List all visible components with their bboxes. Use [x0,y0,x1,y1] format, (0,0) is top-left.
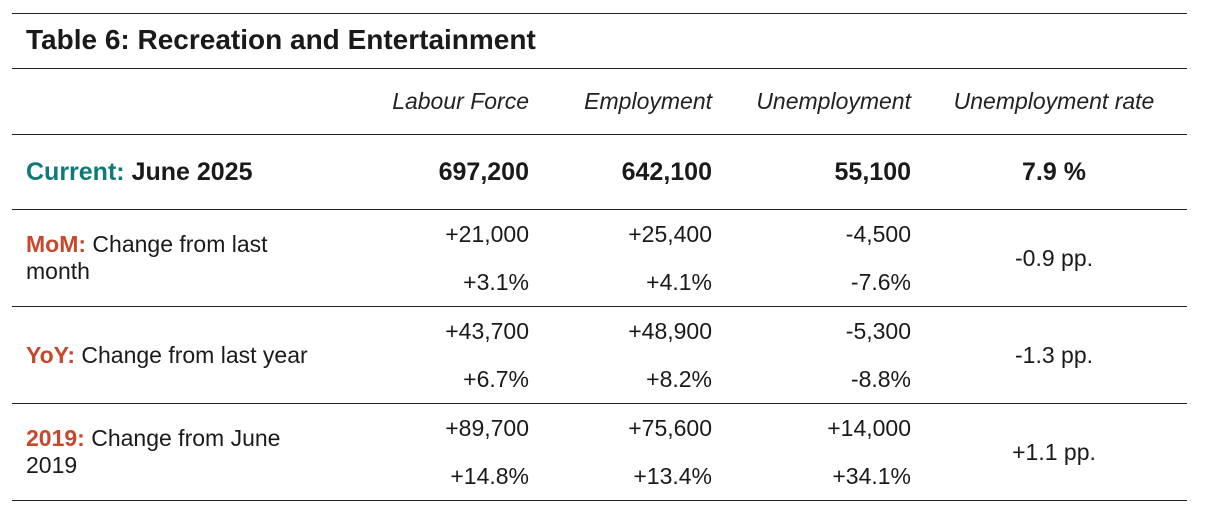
current-period: June 2025 [131,157,253,186]
absolute-change: +75,600 [628,415,712,441]
unemployment-cell [712,319,911,391]
percent-change: +3.1% [463,269,529,295]
percent-change: +4.1% [646,269,712,295]
table-row [12,210,1187,306]
absolute-change: +21,000 [445,221,529,247]
employment-cell [529,319,712,391]
absolute-change: -5,300 [845,318,911,344]
row-description: Change from June 2019 [26,425,281,478]
labour-force-cell [332,222,529,294]
labour-force-cell [332,416,529,488]
row-label [12,231,332,285]
row-description: Change from last month [26,231,268,284]
header-unemployment: Unemployment [756,88,911,114]
current-labour-force: 697,200 [438,157,529,186]
absolute-change: +48,900 [628,318,712,344]
percent-change: +14.8% [450,463,529,489]
header-employment: Employment [584,88,712,114]
absolute-change: +14,000 [827,415,911,441]
rate-change: +1.1 pp. [1012,438,1096,465]
unemployment-cell [712,416,911,488]
row-label [12,425,332,479]
header-labour-force: Labour Force [392,88,529,114]
table-row [12,307,1187,403]
current-row [12,135,1187,209]
percent-change: -8.8% [850,366,911,392]
current-prefix: Current: [26,157,125,186]
percent-change: -7.6% [850,269,911,295]
percent-change: +6.7% [463,366,529,392]
table-title: Table 6: Recreation and Entertainment [26,23,536,55]
current-rate: 7.9 % [1022,157,1086,186]
employment-cell [529,416,712,488]
stats-table [12,13,1187,501]
row-prefix: MoM: [26,231,87,257]
absolute-change: +43,700 [445,318,529,344]
current-employment: 642,100 [621,157,712,186]
percent-change: +34.1% [832,463,911,489]
rate-change: -0.9 pp. [1015,244,1093,271]
header-row [12,69,1187,134]
percent-change: +13.4% [633,463,712,489]
row-label [12,342,332,369]
employment-cell [529,222,712,294]
row-prefix: YoY: [26,341,75,368]
table-row [12,404,1187,500]
header-unemployment-rate: Unemployment rate [953,88,1155,114]
unemployment-cell [712,222,911,294]
percent-change: +8.2% [646,366,712,392]
bottom-rule [12,500,1187,501]
row-prefix: 2019: [26,425,85,451]
rate-change: -1.3 pp. [1015,341,1093,368]
labour-force-cell [332,319,529,391]
current-label [12,158,332,187]
absolute-change: +89,700 [445,415,529,441]
absolute-change: +25,400 [628,221,712,247]
absolute-change: -4,500 [845,221,911,247]
row-description: Change from last year [81,341,308,368]
current-unemployment: 55,100 [834,157,911,186]
